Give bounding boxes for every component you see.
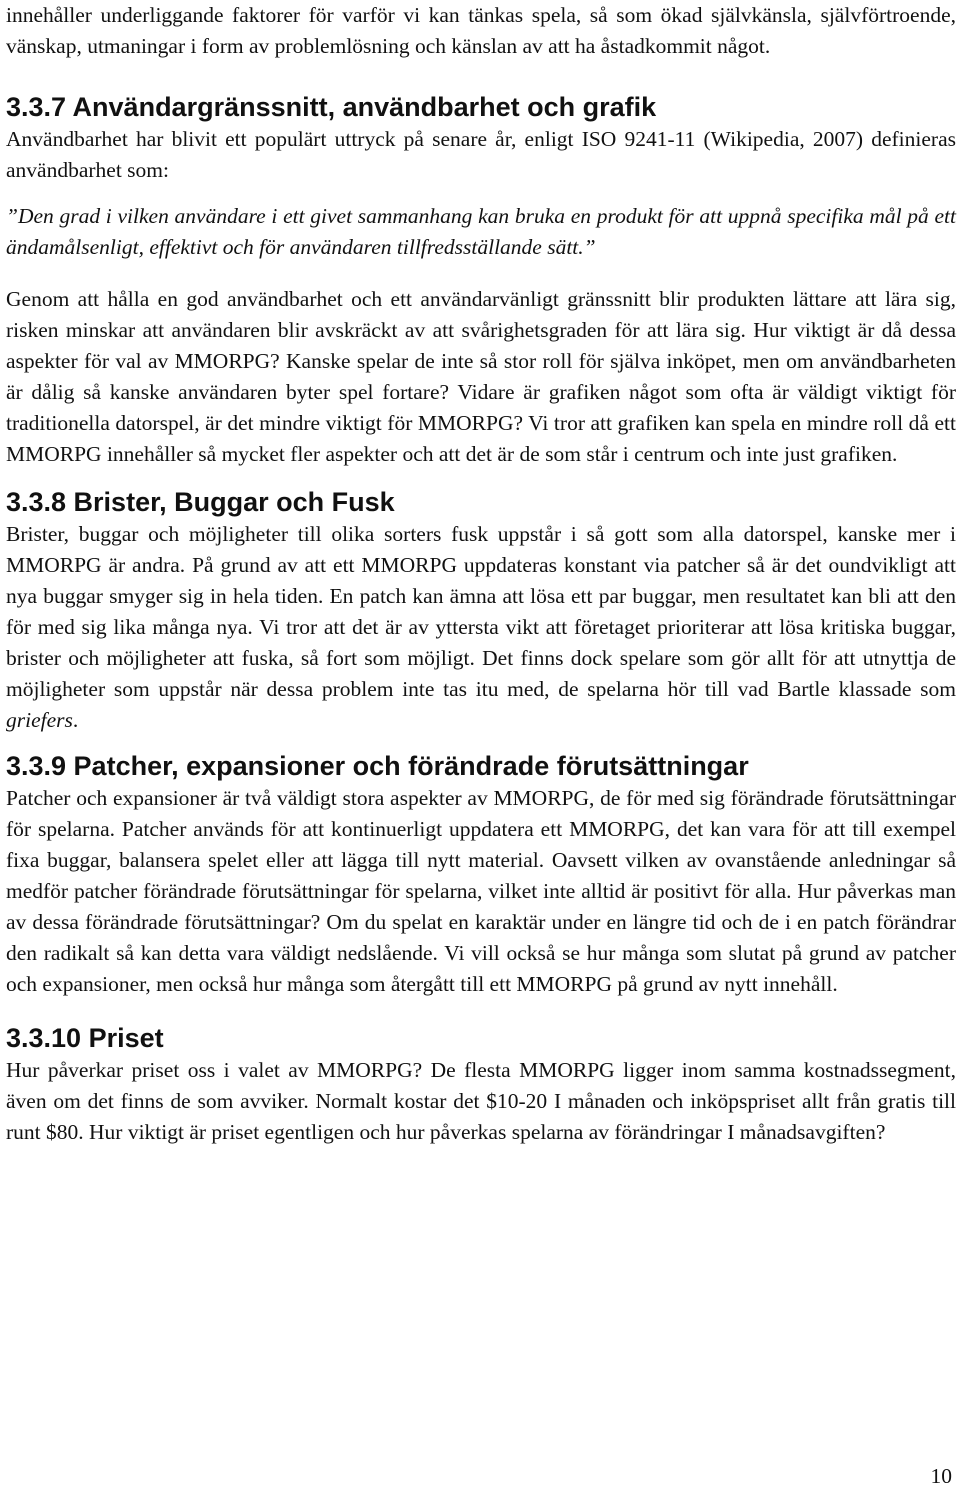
paragraph-patches: Patcher och expansioner är två väldigt stora aspekter av MMORPG, de för med sig förändrade förutsättningar för spelarna. Patcher används för att kontinuerligt uppdatera ett MMORPG, det kan vara för att till exempel fixa buggar, balansera spelet eller att lägga till nytt material. Oavsett vilken av ovanstående anledningar så medför patcher förändrade förutsättningar för spelarna, vilket inte alltid är positivt för alla. Hur påverkas man av dessa förändrade förutsättningar? Om du spelat en karaktär under en längre tid och de i en patch förändrar den radikalt så kan detta vara väldigt nedslående. Vi vill också se hur många som slutat på grund av patcher och expansioner, men också hur många som återgått till ett MMORPG på grund av nytt innehåll.: [6, 786, 956, 996]
iso-quote: ”Den grad i vilken användare i ett givet sammanhang kan bruka en produkt för att uppnå specifika mål på ett ändamålsenligt, effektivt och för användaren tillfredsställande sätt.”: [6, 204, 956, 259]
paragraph-bugs-text: Brister, buggar och möjligheter till olika sorters fusk uppstår i så gott som alla datorspel, kanske mer i MMORPG är andra. På grund av att ett MMORPG uppdateras konstant via patcher så är det oundvikligt att nya buggar smyger sig in hela tiden. En patch kan ämna att lösa ett par buggar, men resultatet kan bli att den för med sig lika många nya. Vi tror att det är av yttersta vikt att företaget prioriterar att lösa kritiska buggar, brister och möjligheter att fuska, så fort som möjligt. Det finns dock spelare som gör allt för att utnyttja de möjligheter som uppstår när dessa problem inte tas itu med, de spelarna hör till vad Bartle klassade som: [6, 522, 956, 701]
heading-3-3-7: 3.3.7 Användargränssnitt, användbarhet och grafik: [6, 92, 657, 122]
document-page: [6, 0, 956, 1148]
intro-paragraph: innehåller underliggande faktorer för varför vi kan tänkas spela, så som ökad självkänsla, självförtroende, vänskap, utmaningar i form av problemlösning och känslan av att ha åstadkommit något.: [6, 3, 956, 58]
page-number: 10: [930, 1464, 952, 1488]
paragraph-price: Hur påverkar priset oss i valet av MMORPG? De flesta MMORPG ligger inom samma kostnadssegment, även om det finns de som avviker. Normalt kostar det $10-20 I månaden och inköpspriset allt från gratis till runt $80. Hur viktigt är priset egentligen och hur påverkas spelarna av förändringar I månadsavgiften?: [6, 1058, 956, 1144]
heading-3-3-10: 3.3.10 Priset: [6, 1023, 164, 1053]
paragraph-usability-graphics: Genom att hålla en god användbarhet och ett användarvänligt gränssnitt blir produkten lättare att lära sig, risken minskar att användaren blir avskräckt av att svårighetsgraden för att lära sig. Hur viktigt är då dessa aspekter för val av MMORPG? Kanske spelar de inte så stor roll för själva inköpet, men om användbarheten är dålig så kanske användaren byter spel fortare? Vidare är grafiken något som ofta är väldigt viktigt för traditionella datorspel, är det mindre viktigt för MMORPG? Vi tror att grafiken kan spela en mindre roll då ett MMORPG innehåller så mycket fler aspekter och att det är de som står i centrum och inte just grafiken.: [6, 287, 956, 466]
paragraph-usability-definition: Användbarhet har blivit ett populärt uttryck på senare år, enligt ISO 9241-11 (Wikipedia, 2007) definieras användbarhet som:: [6, 127, 956, 182]
paragraph-bugs: [6, 519, 956, 736]
heading-3-3-9: 3.3.9 Patcher, expansioner och förändrade förutsättningar: [6, 751, 749, 781]
griefers-term: griefers: [6, 708, 73, 732]
paragraph-bugs-end: .: [72, 708, 79, 732]
heading-3-3-8: 3.3.8 Brister, Buggar och Fusk: [6, 487, 395, 517]
